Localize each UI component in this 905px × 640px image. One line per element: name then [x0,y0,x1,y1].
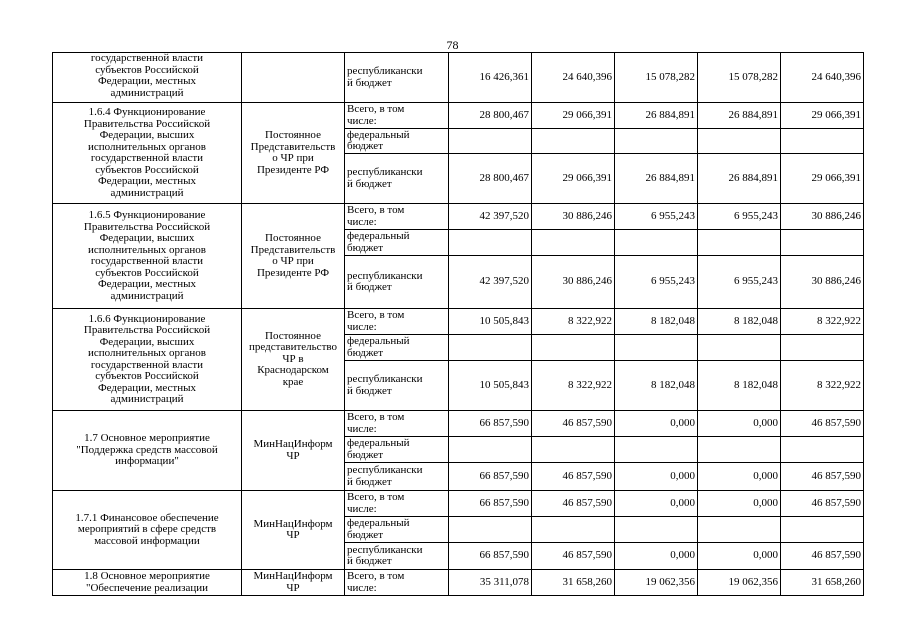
amount-cell [532,517,615,543]
amount-cell: 30 886,246 [532,256,615,309]
funding-source-cell: республикански й бюджет [345,463,449,491]
measure-name-cell: 1.6.5 Функционирование Правительства Российской Федерации, высших исполнительных органов государственной власти субъектов Российской Федерации, местных администраций [53,204,242,309]
amount-cell: 42 397,520 [449,204,532,230]
amount-cell [698,129,781,154]
amount-cell [449,437,532,463]
amount-cell: 46 857,590 [532,411,615,437]
amount-cell [615,230,698,256]
amount-cell: 15 078,282 [615,53,698,103]
amount-cell: 26 884,891 [615,154,698,204]
amount-cell: 19 062,356 [615,570,698,596]
amount-cell: 6 955,243 [698,256,781,309]
executor-cell: Постоянное Представительств о ЧР при Президенте РФ [242,204,345,309]
amount-cell: 0,000 [615,491,698,517]
amount-cell: 46 857,590 [781,491,864,517]
amount-cell [532,230,615,256]
funding-source-cell: республикански й бюджет [345,256,449,309]
amount-cell: 46 857,590 [781,543,864,570]
amount-cell: 24 640,396 [532,53,615,103]
funding-source-cell: республикански й бюджет [345,543,449,570]
amount-cell [698,230,781,256]
measure-name-cell: 1.8 Основное мероприятие "Обеспечение реализации [53,570,242,596]
amount-cell: 29 066,391 [781,154,864,204]
amount-cell [615,335,698,361]
amount-cell [449,335,532,361]
budget-table [52,52,864,596]
amount-cell: 15 078,282 [698,53,781,103]
executor-cell: МинНацИнформ ЧР [242,570,345,596]
amount-cell: 29 066,391 [781,103,864,129]
amount-cell: 35 311,078 [449,570,532,596]
measure-name-cell: 1.6.4 Функционирование Правительства Российской Федерации, высших исполнительных органов государственной власти субъектов Российской Федерации, местных администраций [53,103,242,204]
amount-cell: 8 182,048 [698,361,781,411]
amount-cell: 66 857,590 [449,491,532,517]
table-row [53,491,864,517]
amount-cell: 0,000 [698,411,781,437]
amount-cell: 66 857,590 [449,463,532,491]
amount-cell [781,517,864,543]
amount-cell [781,335,864,361]
amount-cell: 8 322,922 [532,361,615,411]
amount-cell [615,517,698,543]
amount-cell: 0,000 [615,463,698,491]
amount-cell: 0,000 [698,543,781,570]
amount-cell: 26 884,891 [698,154,781,204]
executor-cell: МинНацИнформ ЧР [242,491,345,570]
table-row [53,103,864,129]
amount-cell: 30 886,246 [532,204,615,230]
amount-cell: 26 884,891 [698,103,781,129]
table-row [53,570,864,596]
table-row [53,53,864,103]
funding-source-cell: республикански й бюджет [345,53,449,103]
amount-cell: 24 640,396 [781,53,864,103]
funding-source-cell: республикански й бюджет [345,361,449,411]
amount-cell [698,437,781,463]
amount-cell [532,129,615,154]
funding-source-cell: Всего, в том числе: [345,103,449,129]
amount-cell: 28 800,467 [449,154,532,204]
funding-source-cell: федеральный бюджет [345,129,449,154]
funding-source-cell: Всего, в том числе: [345,570,449,596]
amount-cell [615,437,698,463]
amount-cell: 8 322,922 [532,309,615,335]
amount-cell: 10 505,843 [449,309,532,335]
amount-cell: 10 505,843 [449,361,532,411]
amount-cell: 66 857,590 [449,411,532,437]
amount-cell [698,517,781,543]
amount-cell: 8 182,048 [698,309,781,335]
amount-cell: 0,000 [615,543,698,570]
amount-cell: 42 397,520 [449,256,532,309]
amount-cell [781,129,864,154]
amount-cell: 46 857,590 [532,463,615,491]
amount-cell [449,129,532,154]
amount-cell: 66 857,590 [449,543,532,570]
amount-cell [615,129,698,154]
executor-cell [242,53,345,103]
amount-cell: 8 182,048 [615,361,698,411]
page-number: 78 [446,38,459,52]
amount-cell [532,437,615,463]
amount-cell: 8 322,922 [781,361,864,411]
amount-cell [449,230,532,256]
amount-cell: 0,000 [698,463,781,491]
amount-cell: 8 182,048 [615,309,698,335]
amount-cell [781,437,864,463]
amount-cell: 8 322,922 [781,309,864,335]
table-row [53,204,864,230]
amount-cell: 28 800,467 [449,103,532,129]
executor-cell: МинНацИнформ ЧР [242,411,345,491]
amount-cell: 46 857,590 [532,543,615,570]
table-row [53,309,864,335]
amount-cell: 29 066,391 [532,103,615,129]
amount-cell: 16 426,361 [449,53,532,103]
table-row [53,411,864,437]
amount-cell [781,230,864,256]
funding-source-cell: Всего, в том числе: [345,204,449,230]
funding-source-cell: федеральный бюджет [345,517,449,543]
amount-cell: 46 857,590 [532,491,615,517]
measure-name-cell: 1.6.6 Функционирование Правительства Российской Федерации, высших исполнительных органов государственной власти субъектов Российской Федерации, местных администраций [53,309,242,411]
executor-cell: Постоянное Представительств о ЧР при Президенте РФ [242,103,345,204]
amount-cell: 0,000 [615,411,698,437]
funding-source-cell: федеральный бюджет [345,230,449,256]
amount-cell [532,335,615,361]
measure-name-cell: 1.7.1 Финансовое обеспечение мероприятий в сфере средств массовой информации [53,491,242,570]
amount-cell: 30 886,246 [781,204,864,230]
funding-source-cell: республикански й бюджет [345,154,449,204]
funding-source-cell: Всего, в том числе: [345,411,449,437]
amount-cell: 30 886,246 [781,256,864,309]
amount-cell: 29 066,391 [532,154,615,204]
amount-cell: 6 955,243 [615,204,698,230]
funding-source-cell: Всего, в том числе: [345,309,449,335]
executor-cell: Постоянное представительство ЧР в Краснодарском крае [242,309,345,411]
measure-name-cell: государственной власти субъектов Российской Федерации, местных администраций [53,53,242,103]
amount-cell: 46 857,590 [781,463,864,491]
amount-cell: 26 884,891 [615,103,698,129]
amount-cell [698,335,781,361]
amount-cell: 31 658,260 [532,570,615,596]
funding-source-cell: федеральный бюджет [345,335,449,361]
funding-source-cell: федеральный бюджет [345,437,449,463]
amount-cell: 0,000 [698,491,781,517]
amount-cell: 19 062,356 [698,570,781,596]
measure-name-cell: 1.7 Основное мероприятие "Поддержка средств массовой информации" [53,411,242,491]
amount-cell [449,517,532,543]
amount-cell: 6 955,243 [698,204,781,230]
amount-cell: 6 955,243 [615,256,698,309]
funding-source-cell: Всего, в том числе: [345,491,449,517]
amount-cell: 46 857,590 [781,411,864,437]
amount-cell: 31 658,260 [781,570,864,596]
